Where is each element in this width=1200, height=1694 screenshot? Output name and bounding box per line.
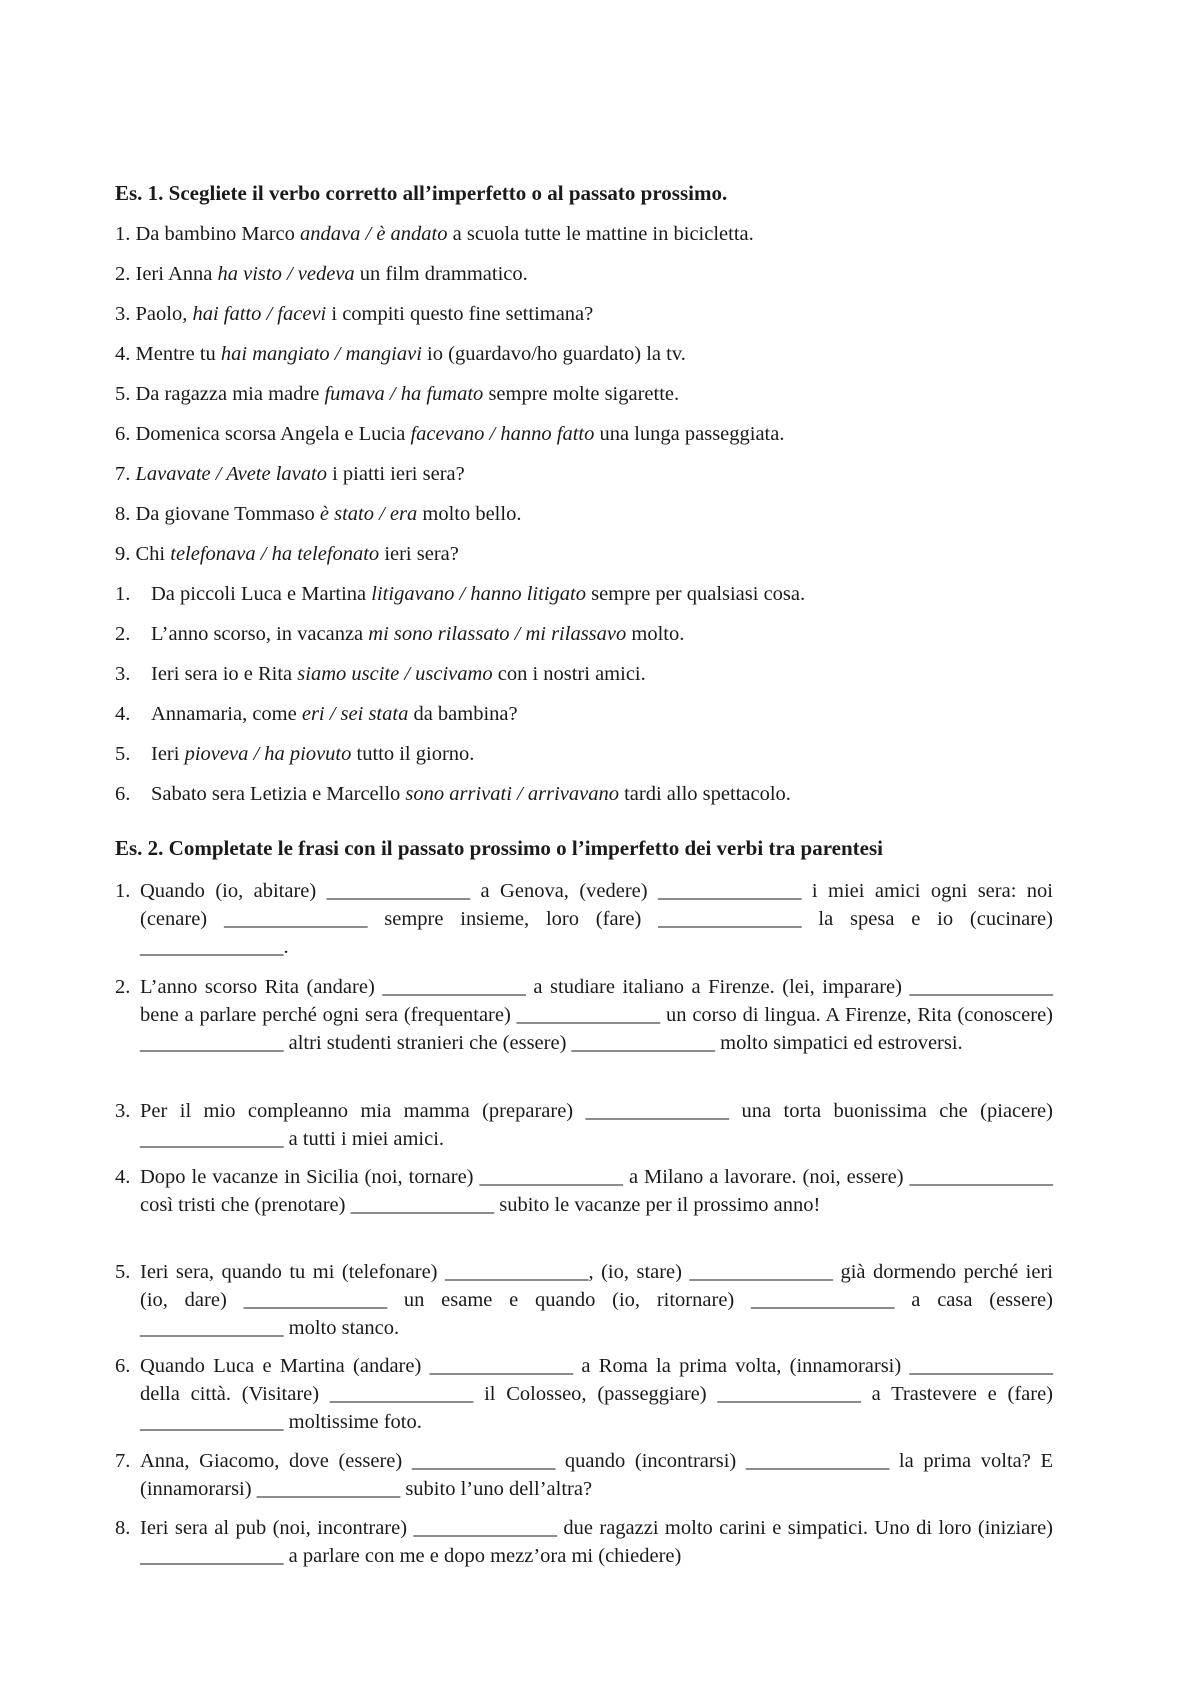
verb-choice: fumava / ha fumato xyxy=(324,383,484,405)
ex2-item: 3. Per il mio compleanno mia mamma (preparare) ______________ una torta buonissima che (piacere) ______________ a tutti i miei amici. xyxy=(115,1100,1053,1150)
verb-choice: hai mangiato / mangiavi xyxy=(220,343,422,365)
verb-choice: andava / è andato xyxy=(300,223,448,245)
verb-choice: ha visto / vedeva xyxy=(217,263,355,285)
exercise-2-title: Es. 2. Completate le frasi con il passato prossimo o l’imperfetto dei verbi tra parentesi xyxy=(115,836,883,860)
ex1-item: 5. Ieri pioveva / ha piovuto tutto il giorno. xyxy=(115,743,475,765)
verb-choice: eri / sei stata xyxy=(301,703,409,725)
verb-choice: facevano / hanno fatto xyxy=(410,423,595,445)
verb-choice: telefonava / ha telefonato xyxy=(170,543,380,565)
ex1-item: 2. Ieri Anna ha visto / vedeva un film drammatico. xyxy=(115,263,528,285)
ex1-item: 7. Lavavate / Avete lavato i piatti ieri sera? xyxy=(115,463,465,485)
ex2-item: 5. Ieri sera, quando tu mi (telefonare) ______________, (io, stare) ______________ già dormendo perché ieri (io, dare) ______________ un esame e quando (io, ritornare) ______________ a casa (essere) ______________ molto stanco. xyxy=(115,1261,1053,1339)
ex1-item: 6. Sabato sera Letizia e Marcello sono arrivati / arrivavano tardi allo spettacolo. xyxy=(115,783,791,805)
verb-choice: sono arrivati / arrivavano xyxy=(405,783,619,805)
ex1-item: 3. Paolo, hai fatto / facevi i compiti questo fine settimana? xyxy=(115,303,594,325)
ex2-item: 6. Quando Luca e Martina (andare) ______________ a Roma la prima volta, (innamorarsi) ______________ della città. (Visitare) ______________ il Colosseo, (passeggiare) ______________ a Trastevere e (fare) ______________ moltissime foto. xyxy=(115,1355,1053,1433)
ex1-item: 9. Chi telefonava / ha telefonato ieri sera? xyxy=(115,543,459,565)
ex2-item: 4. Dopo le vacanze in Sicilia (noi, tornare) ______________ a Milano a lavorare. (noi, essere) ______________ così tristi che (prenotare) ______________ subito le vacanze per il prossimo anno! xyxy=(115,1166,1053,1216)
verb-choice: Lavavate / Avete lavato xyxy=(135,463,327,485)
ex1-item: 3. Ieri sera io e Rita siamo uscite / uscivamo con i nostri amici. xyxy=(115,663,646,685)
ex1-item: 5. Da ragazza mia madre fumava / ha fumato sempre molte sigarette. xyxy=(115,383,680,405)
ex2-item: 7. Anna, Giacomo, dove (essere) ______________ quando (incontrarsi) ______________ la prima volta? E (innamorarsi) ______________ subito l’uno dell’altra? xyxy=(115,1450,1053,1500)
ex1-item: 4. Annamaria, come eri / sei stata da bambina? xyxy=(115,703,518,725)
ex2-item: 2. L’anno scorso Rita (andare) ______________ a studiare italiano a Firenze. (lei, imparare) ______________ bene a parlare perché ogni sera (frequentare) ______________ un corso di lingua. A Firenze, Rita (conoscere) ______________ altri studenti stranieri che (essere) ______________ molto simpatici ed estroversi. xyxy=(115,976,1053,1054)
verb-choice: è stato / era xyxy=(319,503,418,525)
verb-choice: hai fatto / facevi xyxy=(192,303,327,325)
ex1-item: 6. Domenica scorsa Angela e Lucia facevano / hanno fatto una lunga passeggiata. xyxy=(115,423,785,445)
verb-choice: litigavano / hanno litigato xyxy=(371,583,586,605)
ex1-item: 1. Da piccoli Luca e Martina litigavano / hanno litigato sempre per qualsiasi cosa. xyxy=(115,583,806,605)
verb-choice: pioveva / ha piovuto xyxy=(184,743,352,765)
ex1-item: 1. Da bambino Marco andava / è andato a scuola tutte le mattine in bicicletta. xyxy=(115,223,754,245)
ex2-item: 8. Ieri sera al pub (noi, incontrare) ______________ due ragazzi molto carini e simpatici. Uno di loro (iniziare) ______________ a parlare con me e dopo mezz’ora mi (chiedere) xyxy=(115,1517,1053,1567)
ex2-item: 1. Quando (io, abitare) ______________ a Genova, (vedere) ______________ i miei amici ogni sera: noi (cenare) ______________ sempre insieme, loro (fare) ______________ la spesa e io (cucinare) ______________. xyxy=(115,880,1053,958)
ex1-item: 4. Mentre tu hai mangiato / mangiavi io (guardavo/ho guardato) la tv. xyxy=(115,343,686,365)
ex1-item: 8. Da giovane Tommaso è stato / era molto bello. xyxy=(115,503,522,525)
verb-choice: mi sono rilassato / mi rilassavo xyxy=(368,623,627,645)
ex1-item: 2. L’anno scorso, in vacanza mi sono rilassato / mi rilassavo molto. xyxy=(115,623,685,645)
exercise-1-title: Es. 1. Scegliete il verbo corretto all’imperfetto o al passato prossimo. xyxy=(115,181,728,205)
verb-choice: siamo uscite / uscivamo xyxy=(297,663,493,685)
